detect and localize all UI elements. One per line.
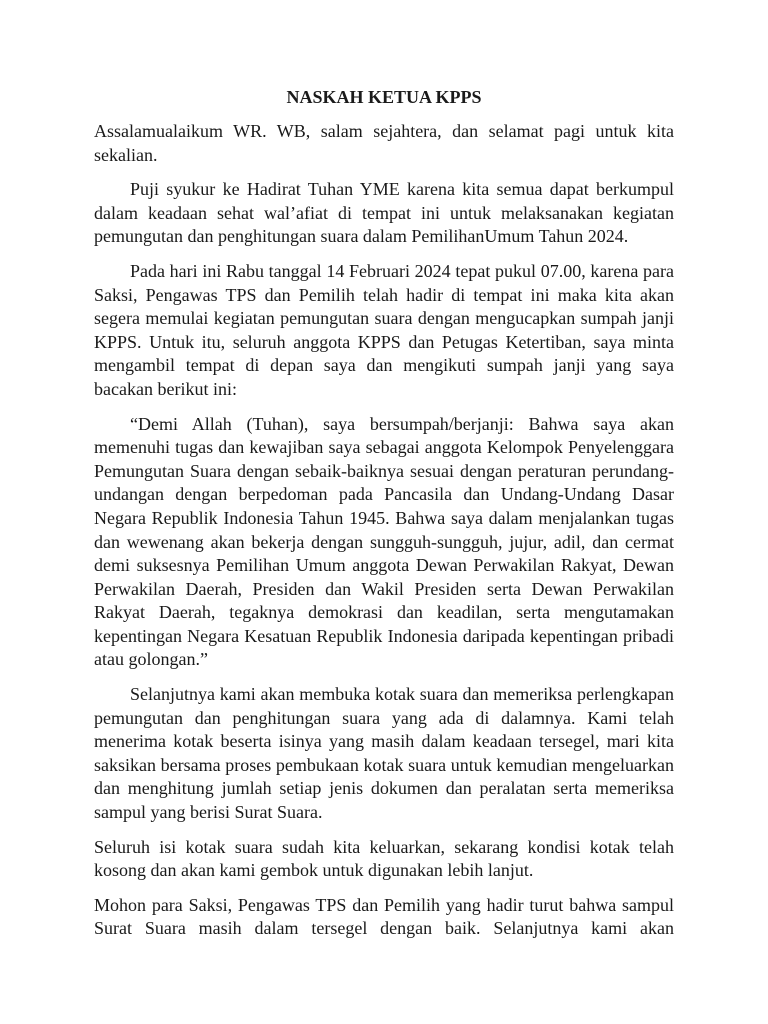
document-title: NASKAH KETUA KPPS [286, 87, 482, 107]
sealed-ballots-paragraph: Mohon para Saksi, Pengawas TPS dan Pemilih yang hadir turut bahwa sampul Surat Suara masih dalam tersegel dengan baik. Selanjutnya kami akan [94, 894, 674, 939]
gratitude-paragraph: Puji syukur ke Hadirat Tuhan YME karena kita semua dapat berkumpul dalam keadaan sehat wal’afiat di tempat ini untuk melaksanakan kegiatan pemungutan dan penghitungan suara dalam PemilihanUmum Tahun 2024. [94, 179, 674, 247]
oath-paragraph: “Demi Allah (Tuhan), saya bersumpah/berjanji: Bahwa saya akan memenuhi tugas dan kewajiban saya sebagai anggota Kelompok Penyelenggara Pemungutan Suara dengan sebaik-baiknya sesuai dengan peraturan perundang-undangan dengan berpedoman pada Pancasila dan Undang-Undang Dasar Negara Republik Indonesia Tahun 1945. Bahwa saya dalam menjalankan tugas dan wewenang akan bekerja dengan sungguh-sungguh, jujur, adil, dan cermat demi suksesnya Pemilihan Umum anggota Dewan Perwakilan Rakyat, Dewan Perwakilan Daerah, Presiden dan Wakil Presiden serta Dewan Perwakilan Rakyat Daerah, tegaknya demokrasi dan keadilan, serta mengutamakan kepentingan Negara Kesatuan Republik Indonesia daripada kepentingan pribadi atau golongan.” [94, 413, 674, 670]
ballot-box-paragraph: Selanjutnya kami akan membuka kotak suara dan memeriksa perlengkapan pemungutan dan penghitungan suara yang ada di dalamnya. Kami telah menerima kotak beserta isinya yang masih dalam keadaan tersegel, mari kita saksikan bersama proses pembukaan kotak suara untuk kemudian mengeluarkan dan menghitung jumlah setiap jenis dokumen dan peralatan serta memeriksa sampul yang berisi Surat Suara. [94, 684, 674, 823]
document-page [94, 84, 674, 952]
opening-paragraph: Pada hari ini Rabu tanggal 14 Februari 2024 tepat pukul 07.00, karena para Saksi, Pengawas TPS dan Pemilih telah hadir di tempat ini maka kita akan segera memulai kegiatan pemungutan suara dengan mengucapkan sumpah janji KPPS. Untuk itu, seluruh anggota KPPS dan Petugas Ketertiban, saya minta mengambil tempat di depan saya dan mengikuti sumpah janji yang saya bacakan berikut ini: [94, 260, 674, 399]
greeting-paragraph: Assalamualaikum WR. WB, salam sejahtera, dan selamat pagi untuk kita sekalian. [94, 121, 674, 165]
box-empty-paragraph: Seluruh isi kotak suara sudah kita keluarkan, sekarang kondisi kotak telah kosong dan akan kami gembok untuk digunakan lebih lanjut. [94, 836, 674, 881]
